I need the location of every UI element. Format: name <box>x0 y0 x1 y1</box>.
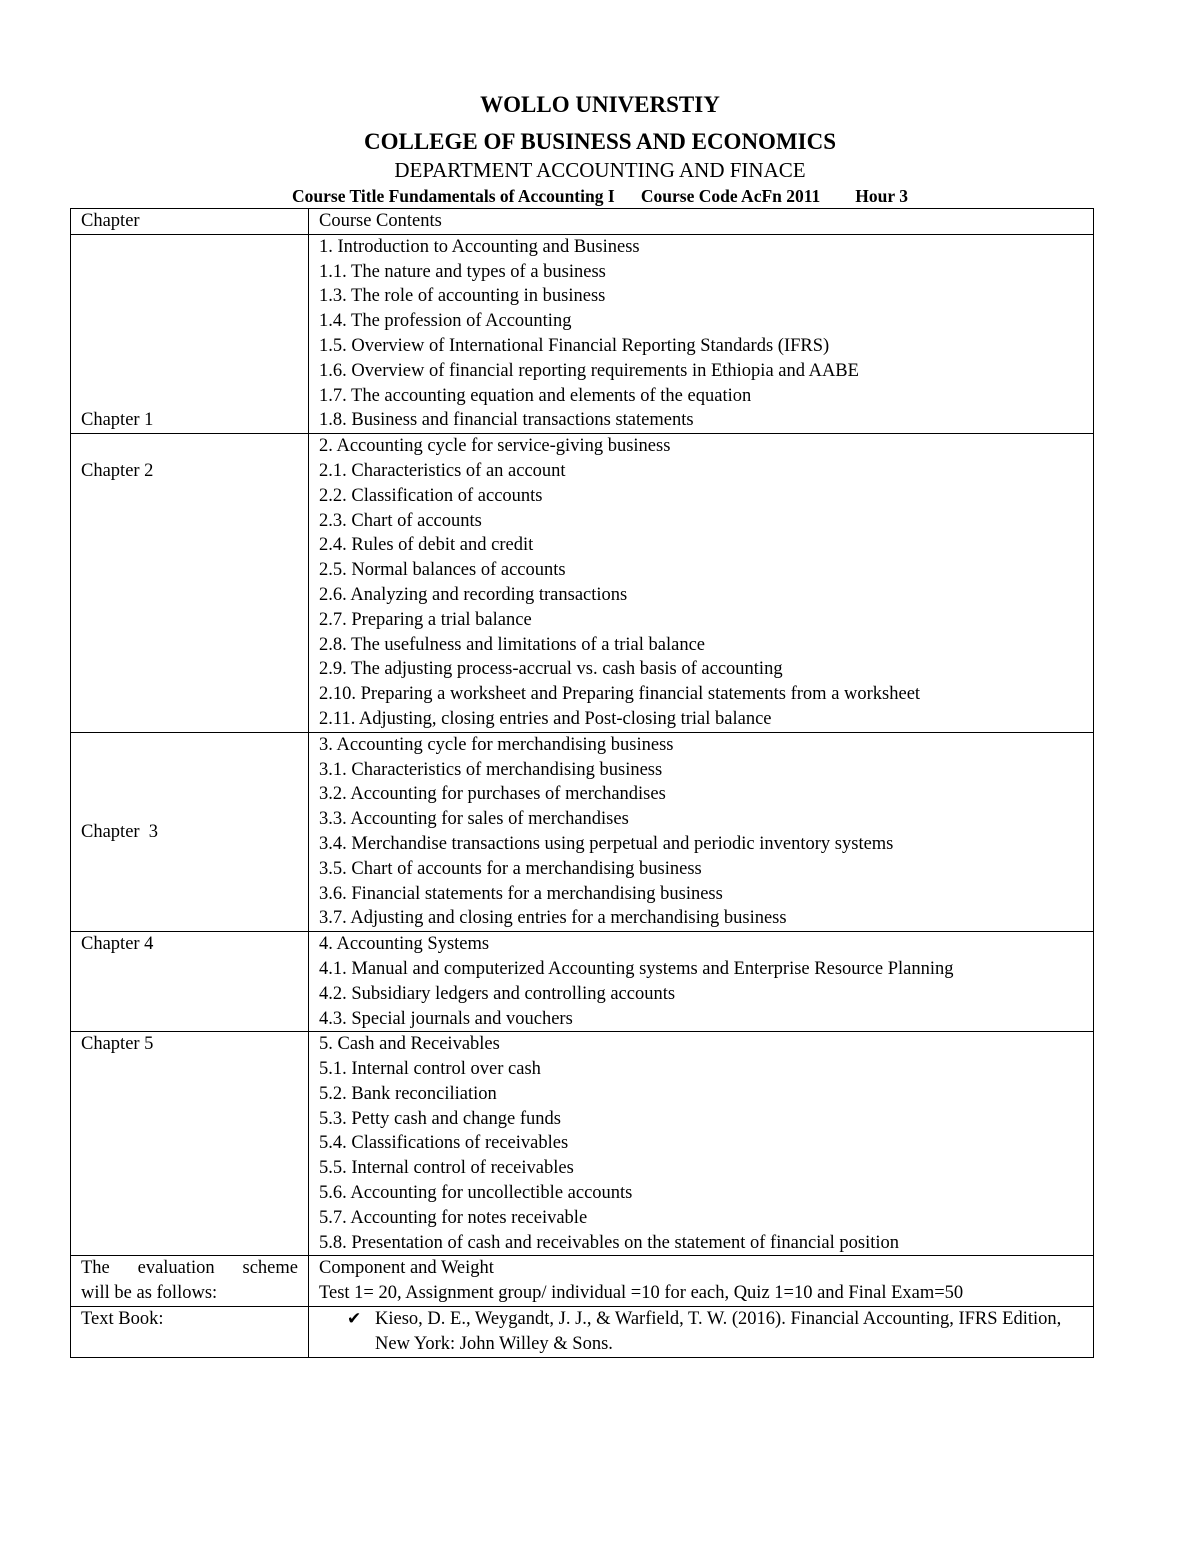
chapter-label-text: Chapter 3 <box>81 821 159 842</box>
chapter-row-2 <box>71 434 1094 733</box>
content-item: 5.8. Presentation of cash and receivables on the statement of financial position <box>319 1232 900 1253</box>
content-item: 5.4. Classifications of receivables <box>319 1133 569 1154</box>
chapter-row-1 <box>71 234 1094 433</box>
content-item: 2.11. Adjusting, closing entries and Post-closing trial balance <box>319 708 772 729</box>
content-item: 2.3. Chart of accounts <box>319 510 482 531</box>
evaluation-heading: Component and Weight <box>319 1258 494 1279</box>
content-item: 2.5. Normal balances of accounts <box>319 560 566 581</box>
content-item: 2.8. The usefulness and limitations of a trial balance <box>319 634 705 655</box>
chapter-label: Chapter 4 <box>71 932 309 1032</box>
textbook-label: Text Book: <box>71 1307 309 1358</box>
content-item: 5.3. Petty cash and change funds <box>319 1108 561 1129</box>
content-item: 2.6. Analyzing and recording transactions <box>319 584 628 605</box>
content-item: 3.2. Accounting for purchases of merchandises <box>319 784 666 805</box>
college-name: COLLEGE OF BUSINESS AND ECONOMICS <box>363 129 837 154</box>
chapter-contents <box>309 434 1094 733</box>
chapter-label <box>71 732 309 931</box>
content-item: 3.6. Financial statements for a merchandising business <box>319 883 723 904</box>
content-item: 1. Introduction to Accounting and Business <box>319 236 640 257</box>
content-item: 1.4. The profession of Accounting <box>319 311 572 332</box>
evaluation-detail: Test 1= 20, Assignment group/ individual =10 for each, Quiz 1=10 and Final Exam=50 <box>319 1283 964 1304</box>
content-item: 3. Accounting cycle for merchandising business <box>319 734 674 755</box>
content-item: 2. Accounting cycle for service-giving business <box>319 436 671 457</box>
content-item: 1.3. The role of accounting in business <box>319 286 606 307</box>
content-item: 5.1. Internal control over cash <box>319 1059 541 1080</box>
content-item: 5.7. Accounting for notes receivable <box>319 1207 588 1228</box>
content-item: 5.5. Internal control of receivables <box>319 1158 574 1179</box>
evaluation-contents <box>309 1256 1094 1307</box>
chapter-contents <box>309 1032 1094 1256</box>
evaluation-label <box>71 1256 309 1307</box>
textbook-reference-item <box>319 1307 1083 1357</box>
university-name: WOLLO UNIVERSTIY <box>480 92 720 117</box>
textbook-reference: Kieso, D. E., Weygandt, J. J., & Warfield, T. W. (2016). Financial Accounting, IFRS Edition, New York: John Willey & Sons. <box>375 1309 1062 1354</box>
content-item: 2.4. Rules of debit and credit <box>319 535 534 556</box>
chapter-contents <box>309 732 1094 931</box>
content-item: 1.7. The accounting equation and elements of the equation <box>319 385 752 406</box>
content-item: 1.6. Overview of financial reporting requirements in Ethiopia and AABE <box>319 360 859 381</box>
content-item: 4. Accounting Systems <box>319 934 490 955</box>
content-item: 2.2. Classification of accounts <box>319 485 543 506</box>
checkmark-icon: ✔ <box>347 1309 362 1330</box>
evaluation-row <box>71 1256 1094 1307</box>
content-item: 1.8. Business and financial transactions statements <box>319 410 694 431</box>
course-contents-table <box>70 208 1094 1358</box>
contents-column-header: Course Contents <box>309 209 1094 235</box>
content-item: 2.1. Characteristics of an account <box>319 460 566 481</box>
content-item: 2.9. The adjusting process-accrual vs. cash basis of accounting <box>319 659 783 680</box>
content-item: 1.1. The nature and types of a business <box>319 261 606 282</box>
chapter-row-4 <box>71 932 1094 1032</box>
table-header-row <box>71 209 1094 235</box>
chapter-label: Chapter 1 <box>71 234 309 433</box>
chapter-contents <box>309 234 1094 433</box>
chapter-label: Chapter 5 <box>71 1032 309 1256</box>
chapter-contents <box>309 932 1094 1032</box>
content-item: 5.2. Bank reconciliation <box>319 1083 497 1104</box>
content-item: 3.4. Merchandise transactions using perpetual and periodic inventory systems <box>319 833 894 854</box>
textbook-contents <box>309 1307 1094 1358</box>
chapter-column-header: Chapter <box>71 209 309 235</box>
course-code: Course Code AcFn 2011 <box>640 186 821 206</box>
course-hour: Hour 3 <box>855 186 908 206</box>
content-item: 4.3. Special journals and vouchers <box>319 1008 573 1029</box>
course-info-line <box>0 186 1200 207</box>
evaluation-label-line: will be as follows: <box>81 1283 218 1304</box>
content-item: 5. Cash and Receivables <box>319 1034 500 1055</box>
evaluation-label-line: The evaluation scheme <box>81 1258 298 1279</box>
course-title: Course Title Fundamentals of Accounting I <box>292 186 615 206</box>
content-item: 3.1. Characteristics of merchandising business <box>319 759 663 780</box>
chapter-row-5 <box>71 1032 1094 1256</box>
content-item: 3.3. Accounting for sales of merchandises <box>319 809 629 830</box>
content-item: 2.10. Preparing a worksheet and Preparing financial statements from a worksheet <box>319 684 921 705</box>
content-item: 3.5. Chart of accounts for a merchandising business <box>319 858 702 879</box>
content-item: 2.7. Preparing a trial balance <box>319 609 532 630</box>
chapter-label: Chapter 2 <box>71 434 309 733</box>
content-item: 5.6. Accounting for uncollectible accounts <box>319 1183 633 1204</box>
content-item: 1.5. Overview of International Financial Reporting Standards (IFRS) <box>319 335 830 356</box>
content-item: 3.7. Adjusting and closing entries for a merchandising business <box>319 908 787 929</box>
textbook-row <box>71 1307 1094 1358</box>
content-item: 4.1. Manual and computerized Accounting systems and Enterprise Resource Planning <box>319 958 954 979</box>
content-item: 4.2. Subsidiary ledgers and controlling accounts <box>319 983 676 1004</box>
chapter-row-3 <box>71 732 1094 931</box>
department-name: DEPARTMENT ACCOUNTING AND FINACE <box>394 158 806 182</box>
